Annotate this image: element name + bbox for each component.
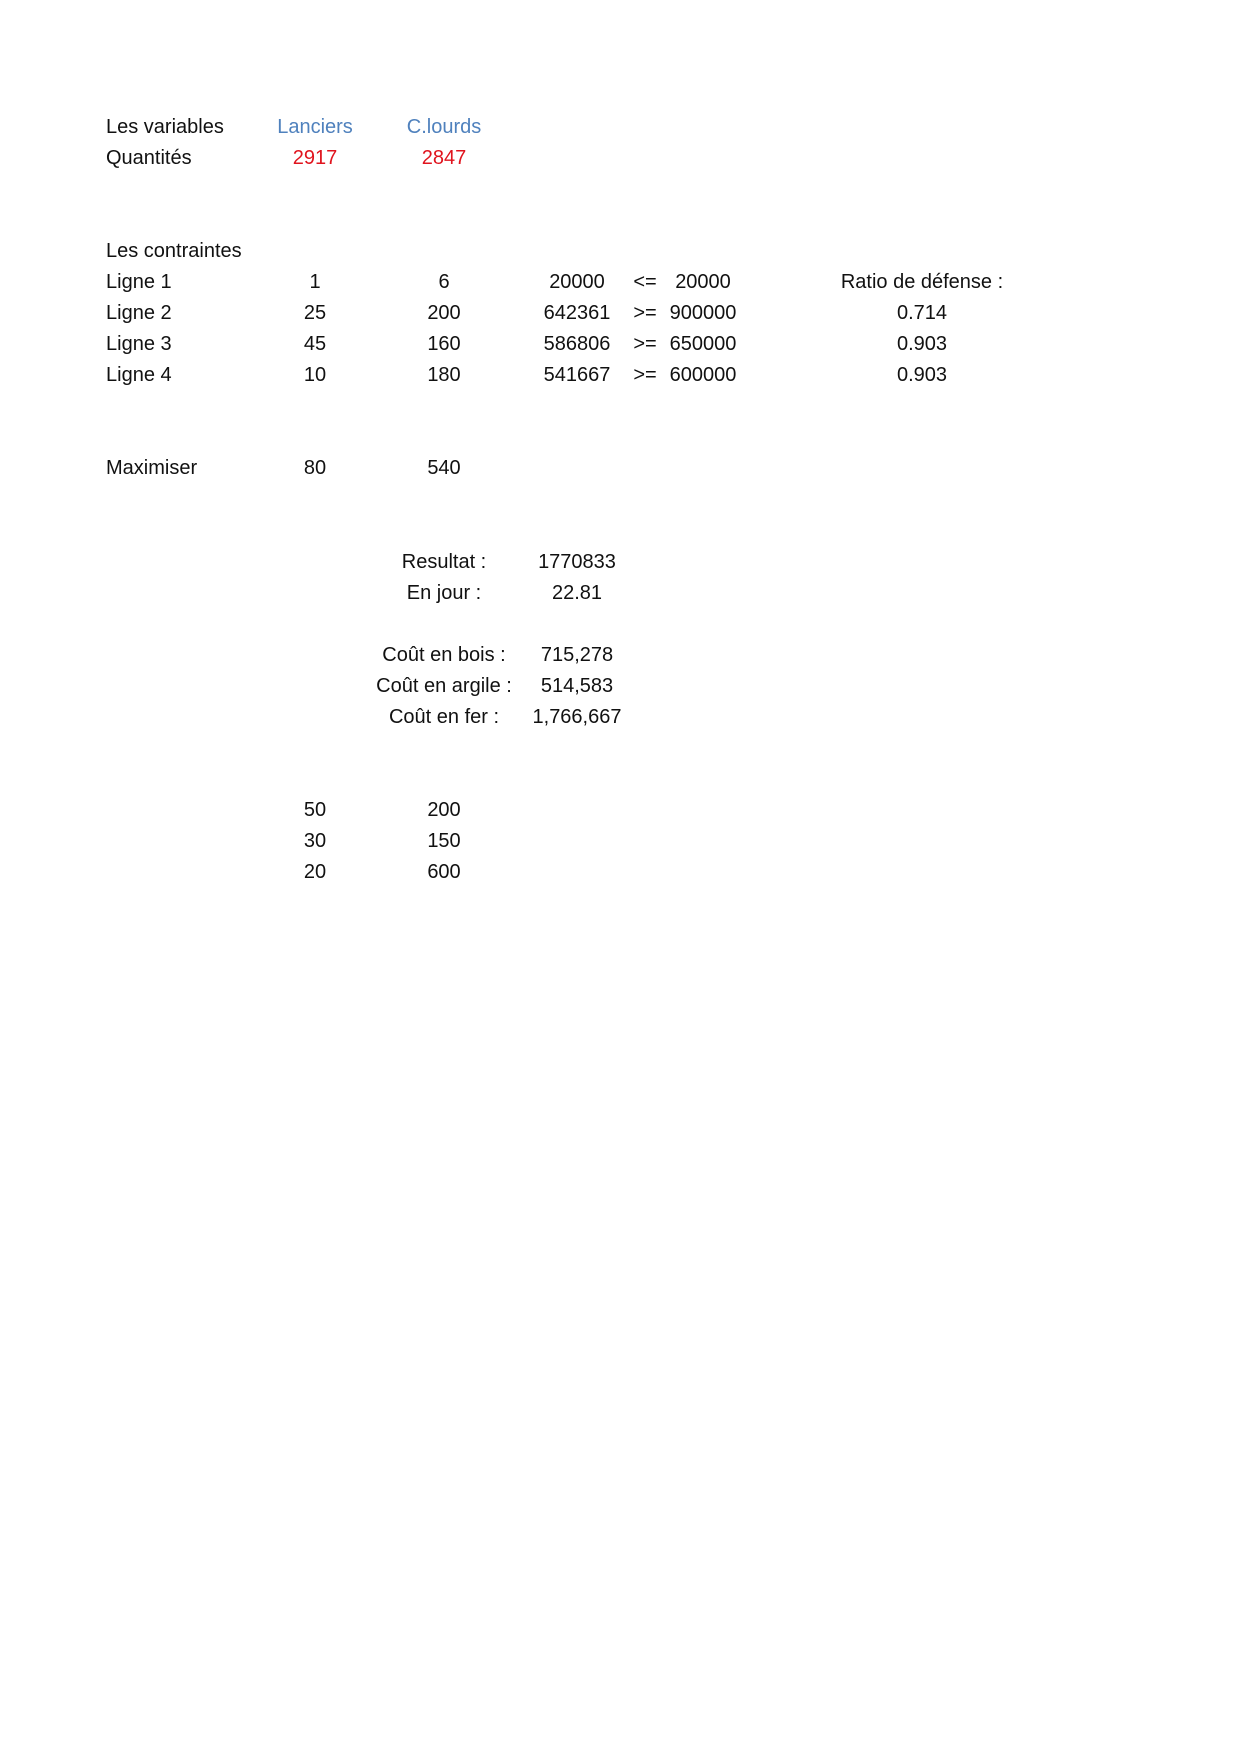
constraint-row-label: Ligne 2 — [106, 302, 172, 324]
constraint-coef-a: 25 — [303, 302, 327, 324]
constraint-rhs: 900000 — [669, 302, 737, 324]
resultat-value: 1770833 — [538, 551, 616, 573]
constraint-lhs: 541667 — [543, 364, 611, 386]
constraint-row-label: Ligne 4 — [106, 364, 172, 386]
cout-fer-value: 1,766,667 — [532, 706, 622, 728]
constraint-rhs: 650000 — [669, 333, 737, 355]
ratio-header: Ratio de défense : — [840, 271, 1004, 293]
objective-label: Maximiser — [106, 457, 198, 479]
constraint-ratio: 0.903 — [896, 333, 948, 355]
constraint-ratio: 0.714 — [896, 302, 948, 324]
cost-table-b: 150 — [427, 830, 461, 852]
constraint-operator: <= — [633, 271, 657, 293]
constraint-ratio: 0.903 — [896, 364, 948, 386]
constraint-row-label: Ligne 1 — [106, 271, 172, 293]
cost-table-b: 200 — [427, 799, 461, 821]
quantities-label: Quantités — [106, 147, 192, 169]
constraints-title: Les contraintes — [106, 240, 242, 262]
cout-argile-label: Coût en argile : — [376, 675, 512, 697]
variable-name-clourds: C.lourds — [406, 116, 482, 138]
cost-table-a: 20 — [303, 861, 327, 883]
cout-bois-label: Coût en bois : — [382, 644, 506, 666]
jour-label: En jour : — [406, 582, 482, 604]
jour-value: 22.81 — [551, 582, 603, 604]
cost-table-b: 600 — [427, 861, 461, 883]
constraint-coef-b: 180 — [427, 364, 461, 386]
constraint-coef-b: 6 — [438, 271, 450, 293]
cout-argile-value: 514,583 — [540, 675, 614, 697]
cout-bois-value: 715,278 — [540, 644, 614, 666]
constraint-operator: >= — [633, 302, 657, 324]
quantity-lanciers: 2917 — [292, 147, 338, 169]
constraint-lhs: 20000 — [549, 271, 605, 293]
variable-name-lanciers: Lanciers — [277, 116, 353, 138]
constraint-lhs: 642361 — [543, 302, 611, 324]
constraint-lhs: 586806 — [543, 333, 611, 355]
constraint-operator: >= — [633, 364, 657, 386]
constraint-rhs: 600000 — [669, 364, 737, 386]
quantity-clourds: 2847 — [421, 147, 467, 169]
constraint-coef-a: 1 — [309, 271, 321, 293]
constraint-rhs: 20000 — [675, 271, 731, 293]
constraint-coef-a: 10 — [303, 364, 327, 386]
constraint-coef-b: 200 — [427, 302, 461, 324]
constraint-operator: >= — [633, 333, 657, 355]
objective-coef-b: 540 — [427, 457, 461, 479]
cost-table-a: 30 — [303, 830, 327, 852]
cost-table-a: 50 — [303, 799, 327, 821]
cout-fer-label: Coût en fer : — [388, 706, 500, 728]
constraint-coef-b: 160 — [427, 333, 461, 355]
variables-label: Les variables — [106, 116, 224, 138]
objective-coef-a: 80 — [303, 457, 327, 479]
constraint-coef-a: 45 — [303, 333, 327, 355]
resultat-label: Resultat : — [401, 551, 487, 573]
constraint-row-label: Ligne 3 — [106, 333, 172, 355]
